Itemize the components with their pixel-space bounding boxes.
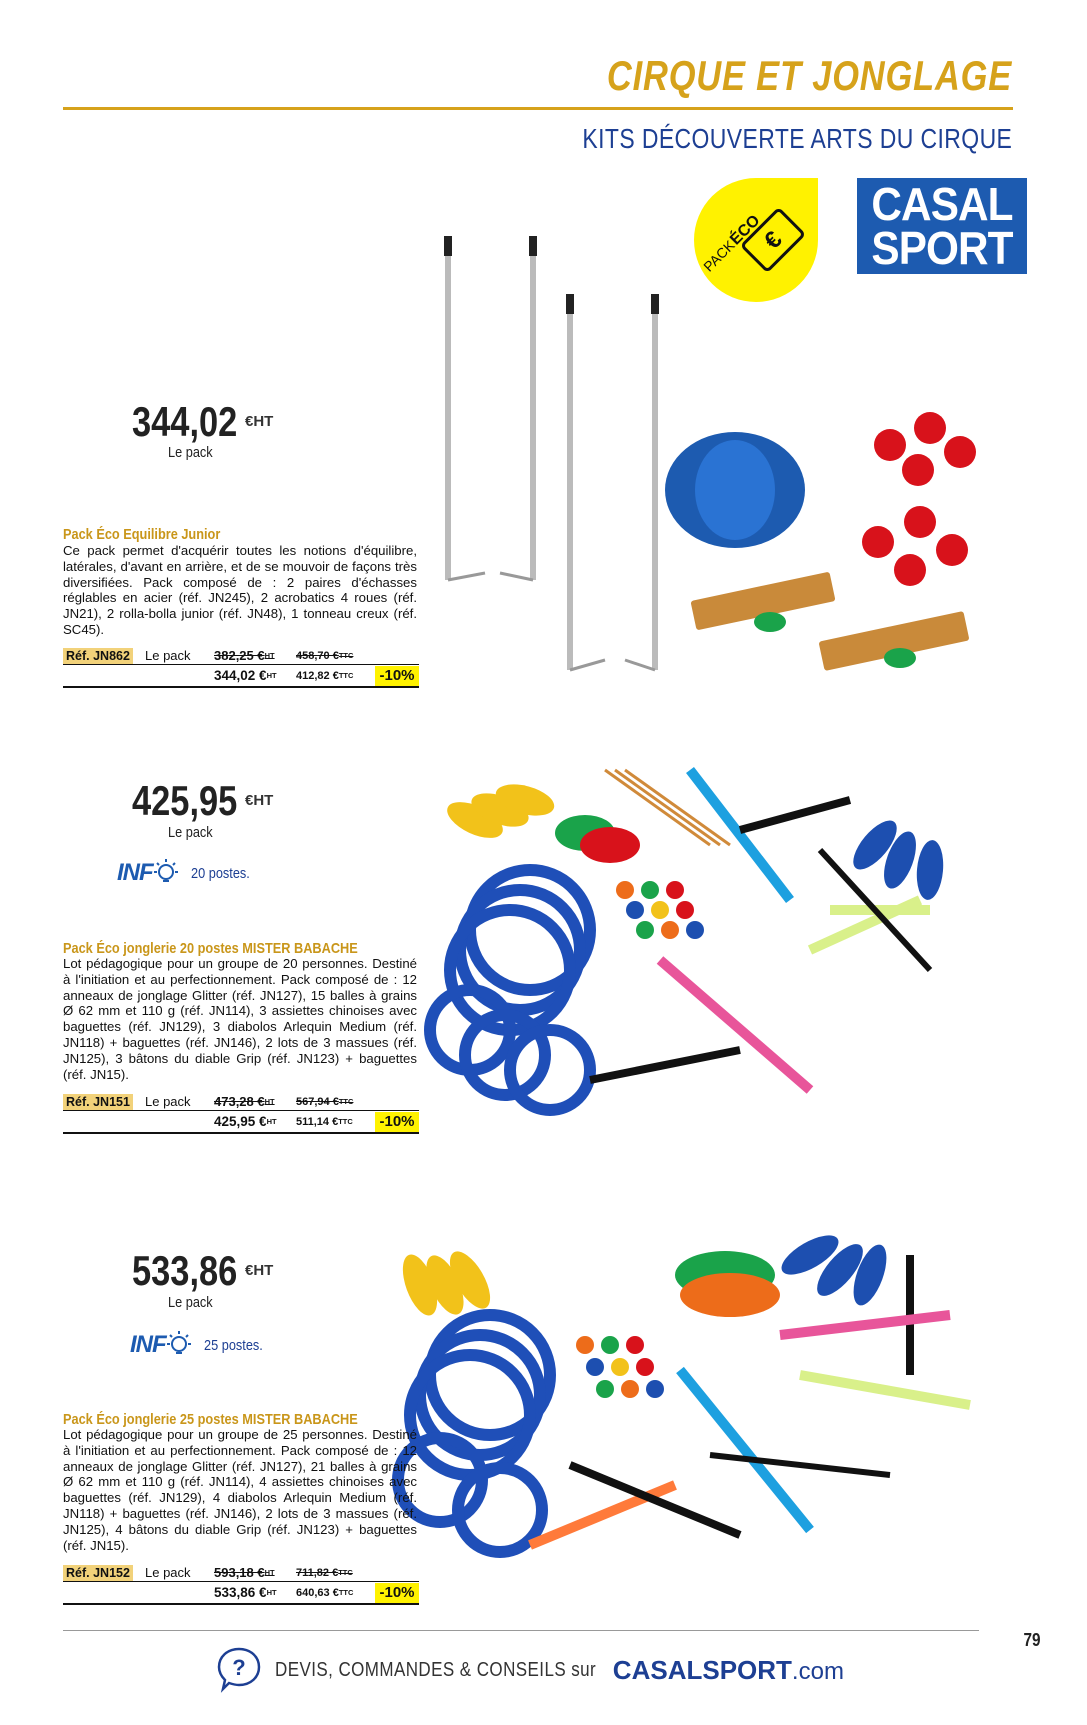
product-1-price	[132, 398, 274, 446]
price-unit: €HT	[245, 792, 274, 809]
new-price-ht: 533,86 €$^{HT}$	[214, 1585, 277, 1600]
product-3-price	[132, 1247, 274, 1295]
new-price-ttc: 511,14 €$^{TTC}$	[296, 1116, 353, 1128]
product-3-name: Pack Éco jonglerie 25 postes MISTER BABACHE	[63, 1411, 358, 1428]
product-1-image	[430, 230, 1010, 680]
new-price-ht: 344,02 €$^{HT}$	[214, 668, 277, 683]
footer-brand-link[interactable]: CASALSPORT.com	[612, 1654, 844, 1685]
badge-pack: PACK	[700, 237, 738, 275]
new-price-ht: 425,95 €$^{HT}$	[214, 1114, 277, 1129]
pack-label: Le pack	[145, 1565, 191, 1580]
old-price-ht: 382,25 €$^{HT}$	[214, 648, 275, 663]
product-2-image	[370, 750, 1010, 1130]
footer-rule	[63, 1630, 979, 1631]
badge-euro: €	[759, 226, 788, 255]
product-3-new-price-row	[63, 1583, 419, 1605]
product-1-ref-row	[63, 648, 419, 665]
ref-label: Réf. JN862	[63, 648, 133, 664]
info-label: INF	[117, 859, 153, 886]
discount-badge: -10%	[375, 1112, 419, 1132]
info-label: INF	[130, 1331, 166, 1358]
old-price-ht: 593,18 €$^{HT}$	[214, 1565, 275, 1580]
footer-text: DEVIS, COMMANDES & CONSEILS sur	[275, 1658, 597, 1681]
title-rule	[63, 107, 1013, 110]
price-value: 344,02	[132, 398, 238, 445]
product-2-name: Pack Éco jonglerie 20 postes MISTER BABACHE	[63, 940, 358, 957]
product-3-description: Lot pédagogique pour un groupe de 25 personnes. Destiné à l'initiation et au perfectionnement. Pack composé de : 12 anneaux de jonglage Glitter (réf. JN127), 21 balles à grains Ø 62 mm et 110 g (réf. JN114), 4 assiettes chinoises avec baguettes (réf. JN129), 4 diabolos Arlequin Medium (réf. JN118) + baguettes (réf. JN146), 2 lots de 3 massues (réf. JN125), 4 bâtons du diable Grip (réf. JN123) + baguettes (réf. JN15).	[63, 1427, 417, 1553]
product-2-description: Lot pédagogique pour un groupe de 20 personnes. Destiné à l'initiation et au perfectionnement. Pack composé de : 12 anneaux de jonglage Glitter (réf. JN127), 15 balles à grains Ø 62 mm et 110 g (réf. JN114), 3 assiettes chinoises avec baguettes (réf. JN129), 3 diabolos Arlequin Medium (réf. JN118) + baguettes (réf. JN146), 2 lots de 3 massues (réf. JN125), 3 bâtons du diable Grip (réf. JN123) + baguettes (réf. JN15).	[63, 956, 417, 1082]
page-title: CIRQUE ET JONGLAGE	[606, 52, 1012, 99]
product-1-description: Ce pack permet d'acquérir toutes les notions d'équilibre, latérales, d'avant en arrière, et de se mouvoir de façons très diversifiées. Pack composé de : 2 paires d'échasses réglables en acier (réf. JN245), 2 acrobatics 4 roues (réf. JN21), 2 rolla-bolla junior (réf. JN48), 1 tonneau creux (réf. SC45).	[63, 543, 417, 637]
info-note: 25 postes.	[203, 1336, 263, 1354]
lightbulb-icon	[151, 858, 181, 888]
price-per: Le pack	[168, 824, 213, 841]
page-number: 79	[1023, 1630, 1041, 1650]
discount-badge: -10%	[375, 666, 419, 686]
old-price-ht: 473,28 €$^{HT}$	[214, 1094, 275, 1109]
product-2-new-price-row	[63, 1112, 419, 1134]
price-unit: €HT	[245, 1262, 274, 1279]
product-2-price	[132, 777, 274, 825]
price-value: 533,86	[132, 1247, 238, 1294]
product-1-name: Pack Éco Equilibre Junior	[63, 526, 221, 543]
old-price-ttc: 458,70 €$^{TTC}$	[296, 650, 354, 662]
badge-eco: ÉCO	[727, 211, 764, 249]
question-bubble-icon	[215, 1645, 263, 1695]
price-unit: €HT	[245, 413, 274, 430]
old-price-ttc: 711,82 €$^{TTC}$	[296, 1567, 353, 1579]
price-per: Le pack	[168, 444, 213, 461]
logo-line-2: SPORT	[871, 222, 1013, 274]
old-price-ttc: 567,94 €$^{TTC}$	[296, 1096, 354, 1108]
product-3-info	[130, 1330, 273, 1360]
footer	[215, 1645, 844, 1695]
ref-label: Réf. JN151	[63, 1094, 133, 1110]
page-subtitle: KITS DÉCOUVERTE ARTS DU CIRQUE	[582, 123, 1012, 154]
new-price-ttc: 412,82 €$^{TTC}$	[296, 670, 354, 682]
pack-label: Le pack	[145, 1094, 191, 1109]
new-price-ttc: 640,63 €$^{TTC}$	[296, 1587, 354, 1599]
price-per: Le pack	[168, 1294, 213, 1311]
price-value: 425,95	[132, 777, 238, 824]
svg-text:?: ?	[232, 1655, 246, 1680]
pack-label: Le pack	[145, 648, 191, 663]
ref-label: Réf. JN152	[63, 1565, 133, 1581]
product-2-info	[117, 858, 260, 888]
product-2-ref-row	[63, 1094, 419, 1111]
info-note: 20 postes.	[190, 864, 250, 882]
discount-badge: -10%	[375, 1583, 419, 1603]
lightbulb-icon	[164, 1330, 194, 1360]
product-1-new-price-row	[63, 666, 419, 688]
product-3-image	[340, 1195, 1020, 1615]
product-3-ref-row	[63, 1565, 419, 1582]
logo-line-1: CASAL	[871, 178, 1013, 230]
